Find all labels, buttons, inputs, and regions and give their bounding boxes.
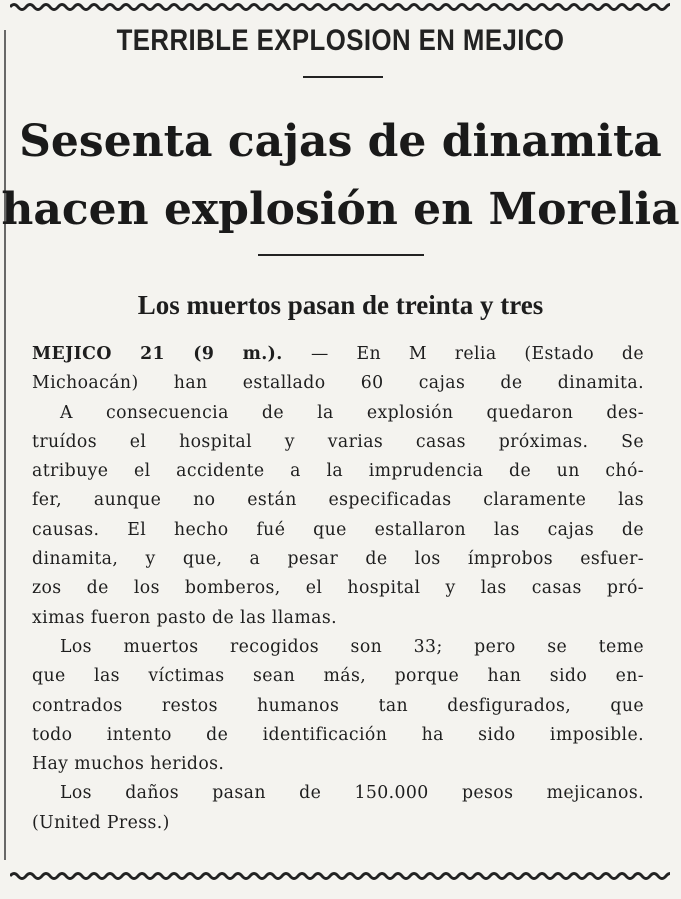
top-wavy-rule <box>10 0 670 14</box>
subheadline: Los muertos pasan de treinta y tres <box>137 290 544 320</box>
headline <box>0 108 681 244</box>
headline-underline <box>258 254 424 256</box>
body-line: A consecuencia de la explosión quedaron des- <box>60 402 644 423</box>
body-line: fer, aunque no están especificadas claramente las <box>32 490 644 511</box>
dateline: MEJICO 21 (9 m.). <box>32 344 311 364</box>
body-line: zos de los bomberos, el hospital y las casas pró- <box>32 578 644 599</box>
article-body <box>32 340 644 838</box>
headline-line-1: Sesenta cajas de dinamita <box>19 116 662 167</box>
body-line: todo intento de identificación ha sido imposible. <box>32 724 644 745</box>
body-line: Los muertos recogidos son 33; pero se teme <box>60 636 644 657</box>
body-line: atribuye el accidente a la imprudencia de un chó- <box>32 461 644 482</box>
bottom-wavy-rule <box>10 869 670 883</box>
kicker-title: TERRIBLE EXPLOSION EN MEJICO <box>116 24 565 57</box>
kicker-underline <box>303 76 383 78</box>
headline-line-2: hacen explosión en Morelia <box>1 184 680 235</box>
body-line: (United Press.) <box>32 812 170 833</box>
body-line: Los daños pasan de 150.000 pesos mejicanos. <box>60 783 644 804</box>
body-line: causas. El hecho fué que estallaron las cajas de <box>32 519 644 540</box>
body-line: contrados restos humanos tan desfigurados, que <box>32 695 644 716</box>
body-line: Hay muchos heridos. <box>32 754 225 775</box>
body-line: Michoacán) han estallado 60 cajas de dinamita. <box>32 373 644 394</box>
body-line: MEJICO 21 (9 m.). — En M relia (Estado de <box>32 344 644 364</box>
body-line: truídos el hospital y varias casas próximas. Se <box>32 431 644 452</box>
body-line: que las víctimas sean más, porque han sido en- <box>32 666 644 687</box>
body-line: dinamita, y que, a pesar de los ímprobos esfuer- <box>32 549 644 570</box>
body-line: ximas fueron pasto de las llamas. <box>32 607 338 628</box>
